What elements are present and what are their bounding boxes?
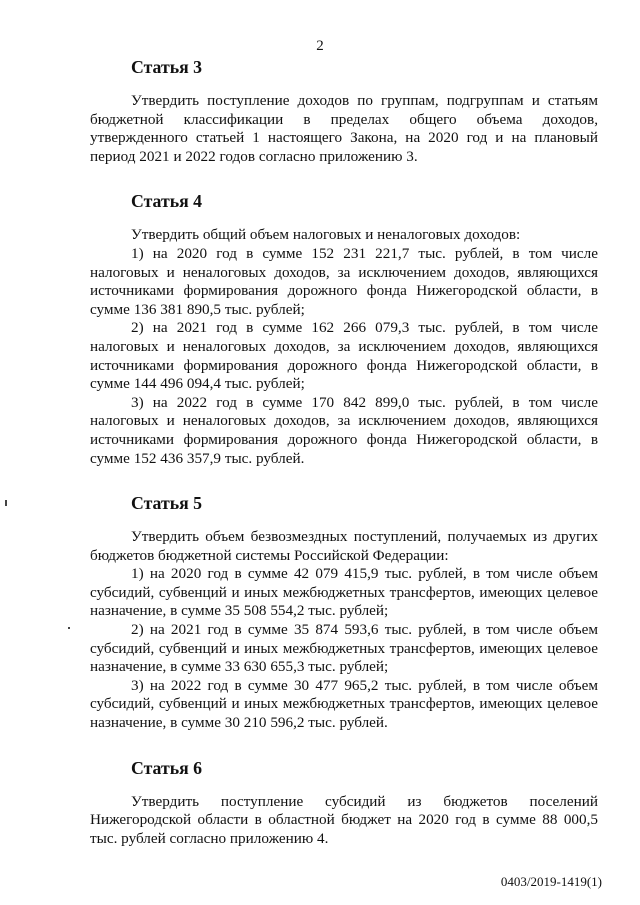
document-code: 0403/2019-1419(1) (500, 874, 602, 889)
document-body (90, 58, 598, 848)
article-title: Статья 3 (131, 57, 203, 77)
scan-mark (68, 627, 70, 629)
article-list-item: 2) на 2021 год в сумме 35 874 593,6 тыс. рублей, в том числе объем субсидий, субвенций и иных межбюджетных трансфертов, имеющих целевое назначение, в сумме 33 630 655,3 тыс. рублей; (90, 621, 598, 676)
article-6 (90, 759, 598, 849)
article-list-item: 1) на 2020 год в сумме 42 079 415,9 тыс. рублей, в том числе объем субсидий, субвенций и иных межбюджетных трансфертов, имеющих целевое назначение, в сумме 35 508 554,2 тыс. рублей; (90, 565, 598, 620)
article-3 (90, 58, 598, 166)
scan-mark (5, 500, 7, 506)
article-title: Статья 5 (131, 493, 203, 514)
article-paragraph: Утвердить общий объем налоговых и неналоговых доходов: (131, 226, 521, 244)
article-paragraph: Утвердить поступление доходов по группам, подгруппам и статьям бюджетной классификации в пределах общего объема доходов, утвержденного статьей 1 настоящего Закона, на 2020 год и на плановый период 2021 и 2022 годов согласно приложению 3. (90, 92, 598, 165)
article-title: Статья 4 (131, 191, 203, 212)
article-paragraph: Утвердить объем безвозмездных поступлений, получаемых из других бюджетов бюджетной системы Российской Федерации: (90, 528, 598, 564)
article-title: Статья 6 (131, 757, 203, 778)
article-paragraph: Утвердить поступление субсидий из бюджетов поселений Нижегородской области в областной бюджет на 2020 год в сумме 88 000,5 тыс. рублей согласно приложению 4. (90, 792, 598, 847)
article-list-item: 2) на 2021 год в сумме 162 266 079,3 тыс. рублей, в том числе налоговых и неналоговых доходов, за исключением доходов, являющихся источниками формирования дорожного фонда Нижегородской области, в сумме 144 496 094,4 тыс. рублей; (90, 319, 598, 393)
article-list-item: 3) на 2022 год в сумме 30 477 965,2 тыс. рублей, в том числе объем субсидий, субвенций и иных межбюджетных трансфертов, имеющих целевое назначение, в сумме 30 210 596,2 тыс. рублей. (90, 676, 598, 732)
article-list-item: 1) на 2020 год в сумме 152 231 221,7 тыс. рублей, в том числе налоговых и неналоговых доходов, за исключением доходов, являющихся источниками формирования дорожного фонда Нижегородской области, в сумме 136 381 890,5 тыс. рублей; (90, 244, 598, 318)
page-number: 2 (316, 38, 324, 54)
article-5 (90, 494, 598, 733)
article-list-item: 3) на 2022 год в сумме 170 842 899,0 тыс. рублей, в том числе налоговых и неналоговых доходов, за исключением доходов, являющихся источниками формирования дорожного фонда Нижегородской области, в сумме 152 436 357,9 тыс. рублей. (90, 393, 598, 467)
article-4 (90, 192, 598, 468)
